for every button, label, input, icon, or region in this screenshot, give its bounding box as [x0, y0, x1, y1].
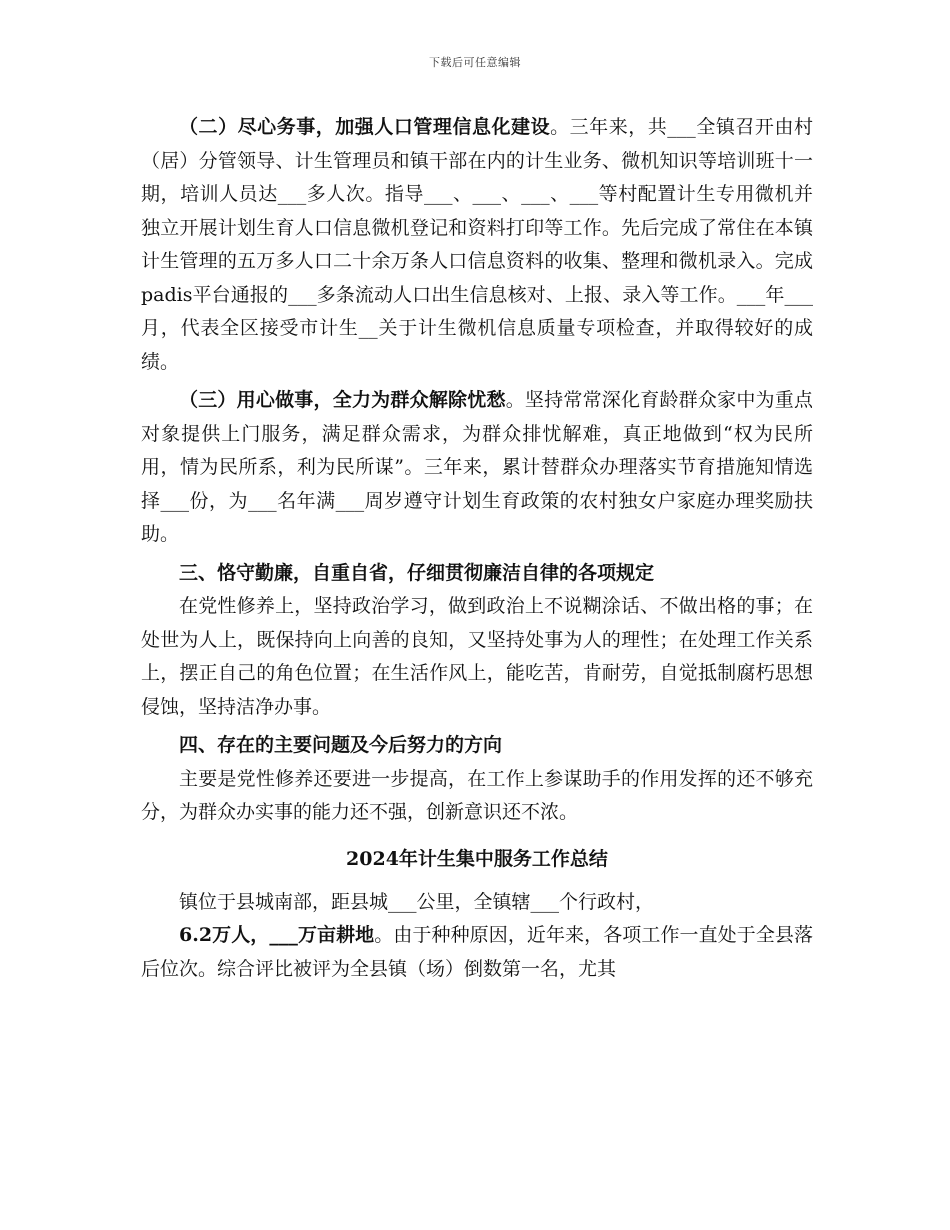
paragraph-text: 。由于种种原因，近年来，各项工作一直处于全县落后位次。综合评比被评为全县镇（场）倒数第一名，尤其	[141, 924, 813, 980]
paragraph-town-intro: 镇位于县城南部，距县城___公里，全镇辖___个行政村，	[179, 890, 655, 913]
page-header: 下载后可任意编辑	[429, 56, 521, 69]
section-heading-integrity: 三、恪守勤廉，自重自省，仔细贯彻廉洁自律的各项规定	[179, 561, 655, 584]
paragraph-town-status	[141, 919, 813, 986]
paragraph-public-service	[141, 384, 813, 552]
document-body	[141, 111, 813, 986]
paragraph-text: 。坚持常常深化育龄群众家中为重点对象提供上门服务，满足群众需求，为群众排忧解难，真正地做到“权为民所用，情为民所系，利为民所谋”。三年来，累计替群众办理落实节育措施知情选择___份，为___名年满___周岁遵守计划生育政策的农村独女户家庭办理奖励扶助。	[141, 389, 813, 545]
document-title: 2024年计生集中服务工作总结	[346, 847, 608, 870]
paragraph-heading: （二）尽心务事，加强人口管理信息化建设	[179, 116, 551, 138]
paragraph-integrity: 在党性修养上，坚持政治学习，做到政治上不说糊涂话、不做出格的事；在处世为人上，既保持向上向善的良知，又坚持处事为人的理性；在处理工作关系上，摆正自己的角色位置；在生活作风上，能吃苦，肯耐劳，自觉抵制腐朽思想侵蚀，坚持洁净办事。	[141, 595, 813, 718]
paragraph-heading: （三）用心做事，全力为群众解除忧愁	[179, 389, 506, 411]
section-heading-problems: 四、存在的主要问题及今后努力的方向	[179, 734, 503, 756]
paragraph-problems: 主要是党性修养还要进一步提高，在工作上参谋助手的作用发挥的还不够充分，为群众办实事的能力还不强，创新意识还不浓。	[141, 767, 813, 823]
paragraph-text: 。三年来，共___全镇召开由村（居）分管领导、计生管理员和镇干部在内的计生业务、微机知识等培训班十一期，培训人员达___多人次。指导___、___、___、___等村配置计生专用微机并独立开展计划生育人口信息微机登记和资料打印等工作。先后完成了常住在本镇计生管理的五万多人口二十余万条人口信息资料的收集、整理和微机录入。完成padis平台通报的___多条流动人口出生信息核对、上报、录入等工作。___年___月，代表全区接受市计生__关于计生微机信息质量专项检查，并取得较好的成绩。	[141, 116, 813, 373]
paragraph-bold-lead: 6.2万人，___万亩耕地	[179, 924, 375, 946]
paragraph-info-construction	[141, 111, 813, 379]
